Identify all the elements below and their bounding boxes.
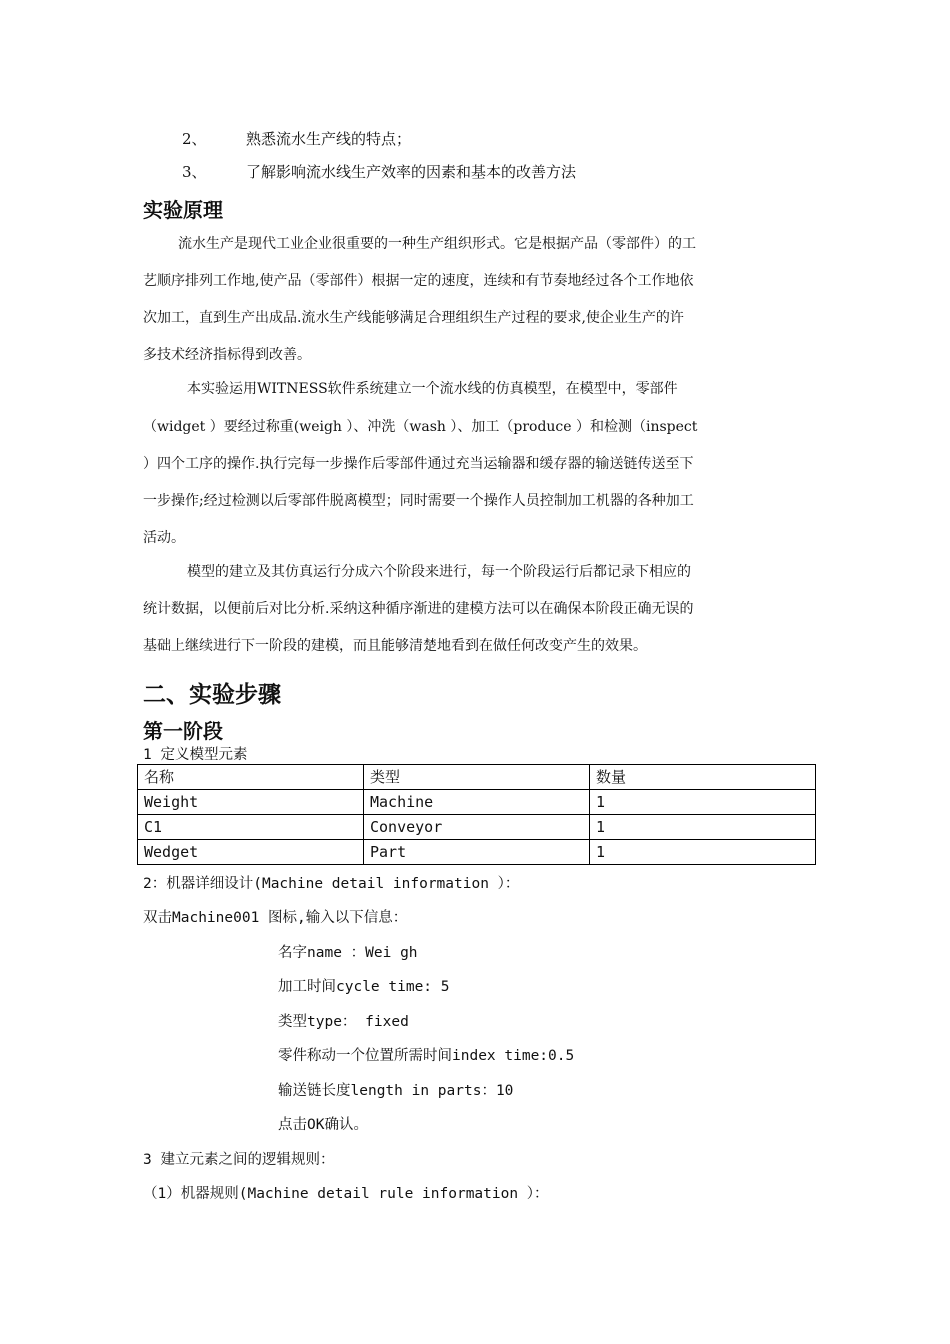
detail-confirm: 点击OK确认。 (278, 1117, 368, 1133)
step3-label: 3 建立元素之间的逻辑规则： (143, 1152, 335, 1168)
detail-type: 类型type： fixed (278, 1014, 409, 1030)
principle-p2-line2: （widget ）要经过称重(weigh ）、冲洗（wash ）、加工（produce ）和检测（inspect (143, 419, 698, 435)
detail-index-time: 零件称动一个位置所需时间index time:0.5 (278, 1048, 575, 1064)
principle-p2-line1: 本实验运用WITNESS软件系统建立一个流水线的仿真模型，在模型中，零部件 (187, 381, 678, 397)
step2-instruction: 双击Machine001 图标,输入以下信息： (143, 910, 408, 926)
stage-heading: 第一阶段 (143, 719, 223, 743)
table-cell: Part (364, 840, 590, 865)
table-cell: 1 (590, 790, 816, 815)
step2-label: 2：机器详细设计(Machine detail information ）： (143, 876, 520, 892)
detail-cycle-time: 加工时间cycle time: 5 (278, 979, 450, 995)
header-type: 类型 (364, 765, 590, 790)
table-row (138, 790, 816, 815)
objective-3-number: 3、 (182, 163, 207, 181)
principle-p1-line4: 多技术经济指标得到改善。 (143, 347, 311, 363)
principle-p2-line3: ）四个工序的操作.执行完每一步操作后零部件通过充当运输器和缓存器的输送链传送至下 (143, 456, 694, 472)
principle-p1-line1: 流水生产是现代工业企业很重要的一种生产组织形式。它是根据产品（零部件）的工 (178, 236, 696, 252)
header-quantity: 数量 (590, 765, 816, 790)
principle-p3-line2: 统计数据，以便前后对比分析.采纳这种循序渐进的建模方法可以在确保本阶段正确无误的 (143, 601, 694, 617)
principle-p1-line3: 次加工，直到生产出成品.流水生产线能够满足合理组织生产过程的要求,使企业生产的许 (143, 310, 684, 326)
table-cell: 1 (590, 815, 816, 840)
principle-p2-line5: 活动。 (143, 530, 185, 546)
principle-heading: 实验原理 (143, 198, 223, 222)
principle-p3-line1: 模型的建立及其仿真运行分成六个阶段来进行，每一个阶段运行后都记录下相应的 (187, 564, 691, 580)
table-cell: Wedget (138, 840, 364, 865)
table-cell: Conveyor (364, 815, 590, 840)
detail-name: 名字name ：Wei gh (278, 945, 418, 961)
principle-p3-line3: 基础上继续进行下一阶段的建模，而且能够清楚地看到在做任何改变产生的效果。 (143, 638, 647, 654)
objective-2-text: 熟悉流水生产线的特点； (246, 130, 412, 148)
steps-heading: 二、实验步骤 (143, 682, 281, 708)
table-cell: Weight (138, 790, 364, 815)
table-header-row (138, 765, 816, 790)
header-name: 名称 (138, 765, 364, 790)
model-elements-table (137, 764, 816, 865)
table-cell: 1 (590, 840, 816, 865)
detail-length: 输送链长度length in parts：10 (278, 1083, 514, 1099)
step1-label: 1 定义模型元素 (143, 747, 248, 763)
principle-p2-line4: 一步操作;经过检测以后零部件脱离模型；同时需要一个操作人员控制加工机器的各种加工 (143, 493, 694, 509)
table-row (138, 815, 816, 840)
table-row (138, 840, 816, 865)
objective-2-number: 2、 (182, 130, 207, 148)
objective-3-text: 了解影响流水线生产效率的因素和基本的改善方法 (246, 163, 577, 181)
table-cell: Machine (364, 790, 590, 815)
principle-p1-line2: 艺顺序排列工作地,使产品（零部件）根据一定的速度，连续和有节奏地经过各个工作地依 (143, 273, 694, 289)
table-cell: C1 (138, 815, 364, 840)
substep1-label: （1）机器规则(Machine detail rule information ）： (143, 1186, 549, 1202)
